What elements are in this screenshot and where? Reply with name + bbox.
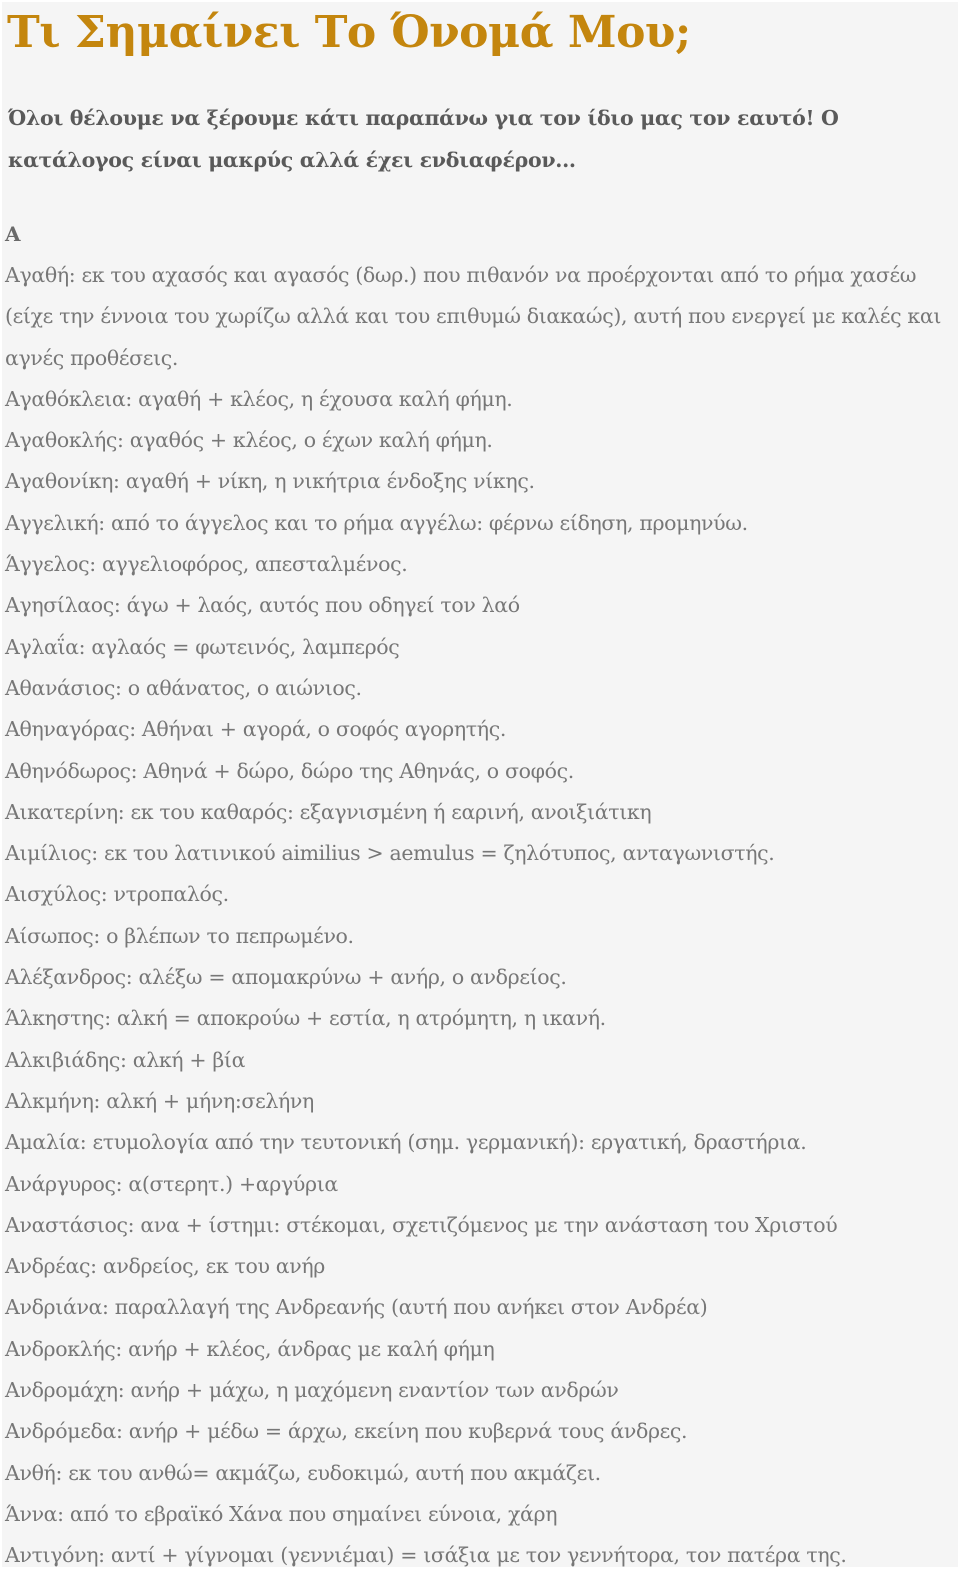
name-entry: Αικατερίνη: εκ του καθαρός: εξαγνισμένη ή εαρινή, ανοιξιάτικη <box>5 799 652 824</box>
name-entry: Αναστάσιος: ανα + ίστημι: στέκομαι, σχετιζόμενος με την ανάσταση του Χριστού <box>5 1212 838 1237</box>
name-entry: Αγγελική: από το άγγελος και το ρήμα αγγέλω: φέρνω είδηση, προμηνύω. <box>5 510 748 535</box>
name-entry: Αθηνόδωρος: Αθηνά + δώρο, δώρο της Αθηνάς, ο σοφός. <box>5 758 574 783</box>
name-entry: Άγγελος: αγγελιοφόρος, απεσταλμένος. <box>5 552 408 577</box>
name-entry: Ανδριάνα: παραλλαγή της Ανδρεανής (αυτή που ανήκει στον Ανδρέα) <box>5 1295 708 1320</box>
name-entry: Αθανάσιος: ο αθάνατος, ο αιώνιος. <box>5 675 362 700</box>
name-entry: Άννα: από το εβραϊκό Χάνα που σημαίνει εύνοια, χάρη <box>5 1501 558 1526</box>
name-entry: Αγαθοκλής: αγαθός + κλέος, ο έχων καλή φήμη. <box>5 428 493 453</box>
name-entry: Αγλαΐα: αγλαός = φωτεινός, λαμπερός <box>5 634 400 659</box>
name-entry: Αλκμήνη: αλκή + μήνη:σελήνη <box>5 1088 314 1113</box>
name-entry: Αντιγόνη: αντί + γίγνομαι (γεννιέμαι) = ισάξια με τον γεννήτορα, τον πατέρα της. <box>5 1543 847 1568</box>
name-entry: Αλκιβιάδης: αλκή + βία <box>5 1047 246 1072</box>
name-entry: Ανθή: εκ του ανθώ= ακμάζω, ευδοκιμώ, αυτή που ακμάζει. <box>5 1460 601 1485</box>
name-entry: Αγαθή: εκ του αχασός και αγασός (δωρ.) που πιθανόν να προέρχονται από το ρήμα χασέω (είχε την έννοια του χωρίζω αλλά και του επιθυμώ διακαώς), αυτή που ενεργεί με καλές και αγνές προθέσεις. <box>5 263 942 370</box>
name-entry: Ανδρομάχη: ανήρ + μάχω, η μαχόμενη εναντίον των ανδρών <box>5 1378 619 1403</box>
name-entry: Αγαθόκλεια: αγαθή + κλέος, η έχουσα καλή φήμη. <box>5 386 513 411</box>
article <box>2 2 958 1567</box>
name-list <box>5 255 950 1577</box>
section-letter: Α <box>5 222 21 246</box>
name-entry: Ανάργυρος: α(στερητ.) +αργύρια <box>5 1171 338 1196</box>
name-entry: Αθηναγόρας: Αθήναι + αγορά, ο σοφός αγορητής. <box>5 717 507 742</box>
name-entry: Ανδροκλής: ανήρ + κλέος, άνδρας με καλή φήμη <box>5 1336 495 1361</box>
name-entry: Αίσωπος: ο βλέπων το πεπρωμένο. <box>5 923 354 948</box>
page-title: Τι Σημαίνει Το Όνομά Μου; <box>7 7 691 58</box>
name-entry: Αισχύλος: ντροπαλός. <box>5 882 229 907</box>
name-entry: Αμαλία: ετυμολογία από την τευτονική (σημ. γερμανική): εργατική, δραστήρια. <box>5 1130 807 1155</box>
name-entry: Αγαθονίκη: αγαθή + νίκη, η νικήτρια ένδοξης νίκης. <box>5 469 535 494</box>
name-entry: Άλκηστης: αλκή = αποκρούω + εστία, η ατρόμητη, η ικανή. <box>5 1006 606 1031</box>
name-entry: Ανδρόμεδα: ανήρ + μέδω = άρχω, εκείνη που κυβερνά τους άνδρες. <box>5 1419 688 1444</box>
name-entry: Αιμίλιος: εκ του λατινικού aimilius > aemulus = ζηλότυπος, ανταγωνιστής. <box>5 841 775 866</box>
name-entry: Ανδρέας: ανδρείος, εκ του ανήρ <box>5 1254 325 1279</box>
name-entry: Αλέξανδρος: αλέξω = απομακρύνω + ανήρ, ο ανδρείος. <box>5 965 567 990</box>
intro-text: Όλοι θέλουμε να ξέρουμε κάτι παραπάνω για τον ίδιο μας τον εαυτό! Ο κατάλογος είναι μακρύς αλλά έχει ενδιαφέρον... <box>8 106 839 172</box>
name-entry: Αγησίλαος: άγω + λαός, αυτός που οδηγεί τον λαό <box>5 593 520 618</box>
